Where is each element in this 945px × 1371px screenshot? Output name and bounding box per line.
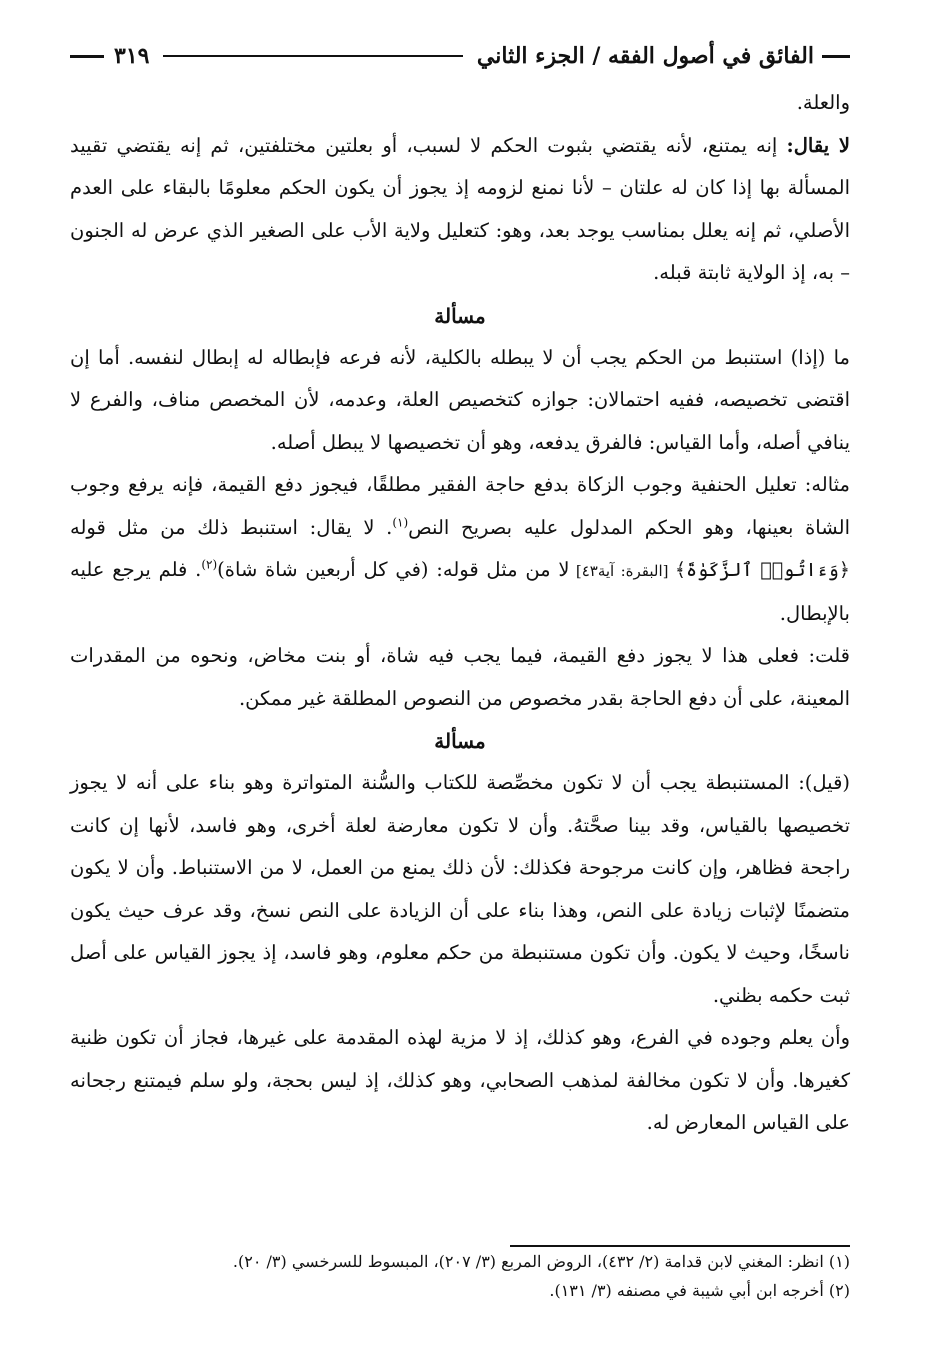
paragraph-example: [70, 464, 850, 635]
page-number: ٣١٩: [114, 43, 150, 69]
page-content: [70, 30, 850, 1145]
quran-citation: [البقرة: آية٤٣]: [569, 562, 675, 580]
footnote-ref-1[interactable]: (١): [392, 515, 409, 529]
paragraph-text: قلت: فعلى هذا لا يجوز دفع القيمة، فيما يجب فيه شاة، أو بنت مخاض، ونحوه من المقدرات المعينة، على أن دفع الحاجة بقدر مخصوص من النصوص المطلقة غير ممكن.: [70, 644, 850, 710]
paragraph-text: لا من مثل قوله: (في كل أربعين شاة شاة): [217, 558, 570, 581]
footnote-ref-2[interactable]: (٢): [201, 557, 218, 572]
running-title: الفائق في أصول الفقه / الجزء الثاني: [476, 43, 814, 69]
paragraph-text: وأن يعلم وجوده في الفرع، وهو كذلك، إذ لا مزية لهذه المقدمة على غيرها، فجاز أن تكون ظنية كغيرها. وأن لا تكون مخالفة لمذهب الصحابي، وهو كذلك، إذ ليس بحجة، ولو سلم فيمتنع رجحانه على القياس المعارض له.: [70, 1026, 850, 1134]
paragraph-text: ما (إذا) استنبط من الحكم يجب أن لا يبطله بالكلية، لأنه فرعه فإبطاله له إبطال لنفسه. أما إن اقتضى تخصيصه، ففيه احتمالان: جوازه كتخصيص العلة، وعدمه، لأن المخصص مناف، والفرع لا ينافي أصله، وأما القياس: فالفرق يدفعه، وهو أن تخصيصها لا يبطل أصله.: [70, 345, 850, 454]
footnote-1: (١) انظر: المغني لابن قدامة (٢/ ٤٣٢)، الروض المربع (٣/ ٢٠٧)، المبسوط للسرخسي (٣/ ٢٠).: [232, 1252, 850, 1271]
paragraph-issue-1: [70, 337, 850, 465]
footnote-2: (٢) أخرجه ابن أبي شيبة في مصنفه (٣/ ١٣١).: [549, 1281, 850, 1300]
paragraph-continuation: [70, 82, 850, 125]
paragraph-text: . فلم يرجع عليه بالإبطال.: [70, 558, 850, 625]
header-rule: [163, 55, 462, 57]
paragraph-issue-2: [70, 762, 850, 1017]
header-dash-right: [822, 55, 850, 58]
paragraph-text: إنه يمتنع، لأنه يقتضي بثبوت الحكم لا لسبب، أو بعلتين مختلفتين، ثم إنه يقتضي تقييد المسألة بها إذا كان له علتان – لأنا نمنع لزومه إذ يجوز أن يكون الحكم معلومًا بالبقاء على العدم الأصلي، ثم إنه يعلل بمناسب يوجد بعد، وهو: كتعليل ولاية الأب على الصغير الذي عرض له الجنون – به، إذ الولاية ثابتة قبله.: [70, 133, 850, 284]
paragraph-text: مثاله: تعليل الحنفية وجوب الزكاة بدفع حاجة الفقير مطلقًا، فيجوز دفع القيمة، فإنه يرفع وجوب الشاة بعينها، وهو الحكم المدلول عليه بصريح النص: [70, 473, 850, 539]
quran-quote: ﴿وَءَاتُوا۟ ٱلزَّكَوٰةَ﴾: [674, 559, 850, 581]
paragraph-conditions: [70, 1017, 850, 1145]
paragraph-response: [70, 635, 850, 720]
section-heading: مسألة: [434, 303, 486, 328]
footnotes: [70, 1245, 850, 1305]
paragraph-objection: [70, 125, 850, 295]
page-header: [70, 30, 850, 82]
paragraph-text: (قيل): المستنبطة يجب أن لا تكون مخصِّصة للكتاب والسُّنة المتواترة وهو بناء على أنه لا يجوز تخصيصها بالقياس، وقد بينا صحَّتهُ. وأن لا تكون معارضة لعلة أخرى، وهو فاسد، لأنها إن كانت راجحة فظاهر، وإن كانت مرجوحة فكذلك: لأن ذلك يمنع من العمل، لا من الاستنباط. وأن لا يكون متضمنًا لإثبات زيادة على النص، وهذا بناء على أن الزيادة على النص نسخ، وقد عرف حيث يكون ناسخًا، وحيث لا يكون. وأن تكون مستنبطة من حكم معلوم، وهو فاسد، إذ يجوز القياس على أصل ثبت حكمه بظني.: [70, 771, 850, 1007]
paragraph-text: . لا يقال: استنبط ذلك من مثل قوله: [70, 515, 393, 539]
header-dash-left: [70, 55, 104, 58]
paragraph-text: والعلة.: [796, 91, 850, 114]
section-heading: مسألة: [434, 729, 486, 753]
lead-phrase: لا يقال:: [786, 133, 850, 157]
